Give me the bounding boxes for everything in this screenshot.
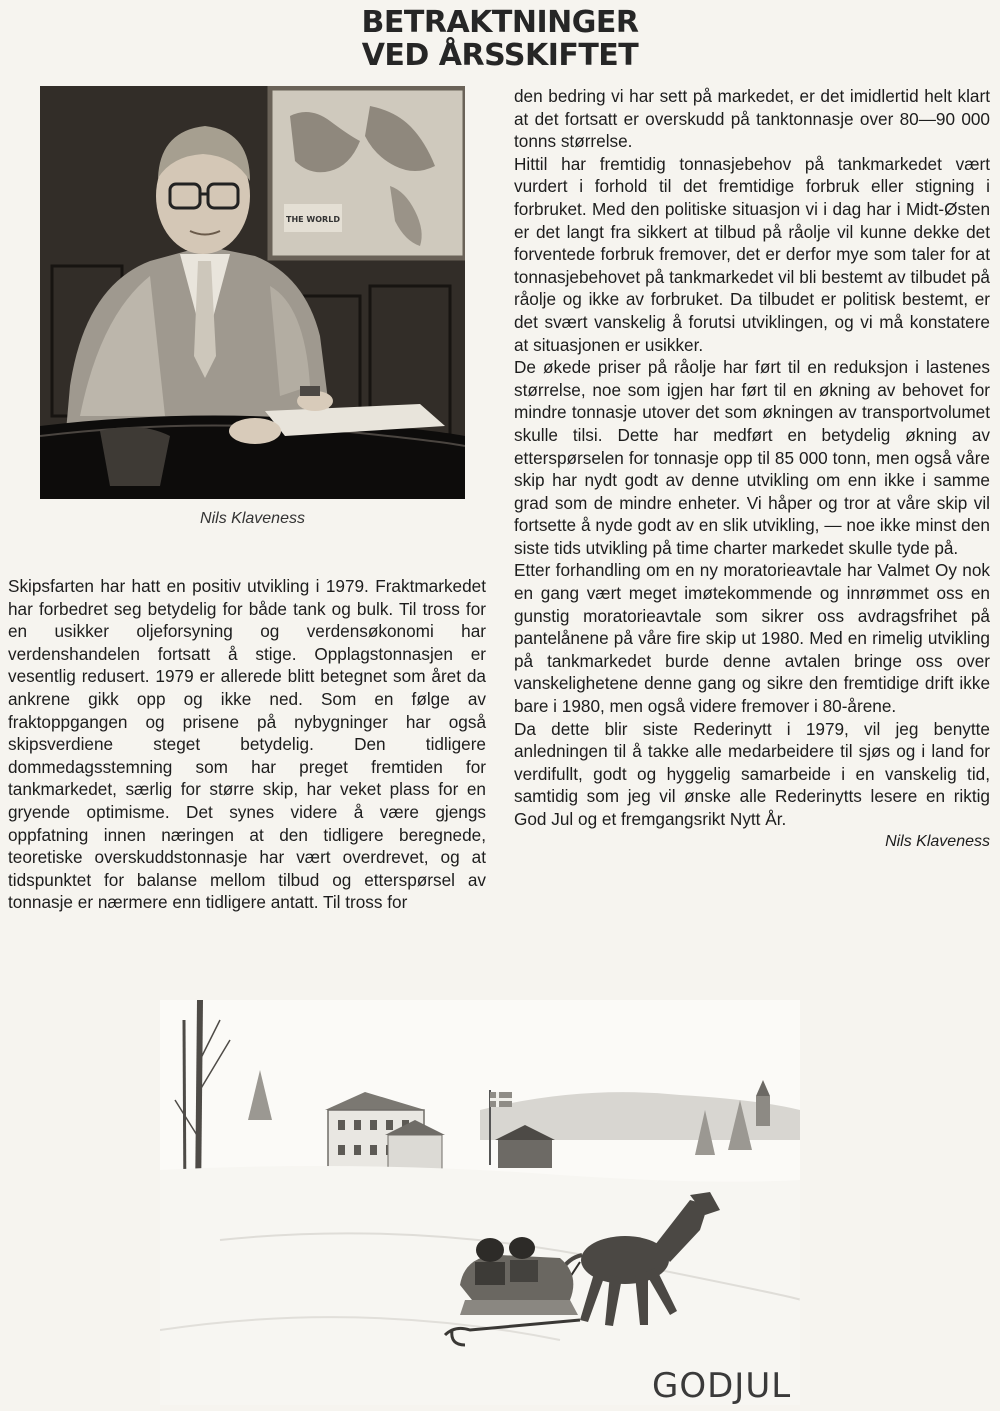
- photo-caption: Nils Klaveness: [200, 510, 305, 527]
- paragraph: Etter forhandling om en ny moratorieavtale har Valmet Oy nok en gang vært meget imøtekommende og innrømmet oss en gunstig moratorieavtale som sikrer oss avdragsfrihet på pantelånene på våre fire skip ut 1980. Med en rimelig utvikling på tankmarkedet burde denne avtalen bringe oss over vanskelighetene denne gang og sikre den fremtidige drift ikke bare i 1980, men også videre fremover i 80-årene.: [514, 560, 990, 717]
- paragraph: De økede priser på råolje har ført til en reduksjon i lastenes størrelse, noe som igjen har ført til en økning av behovet for mindre tonnasje utover det som økningen av transportvolumet skulle tilsi. Dette har medført en betydelig økning av etterspørselen for tonnasje opp til 85 000 tonn, men også våre skip har nydt godt av denne utvikling om enn ikke i samme grad som de mindre enheter. Vi håper og tror at våre skip vil fortsette å nyde godt av en slik utvikling, — noe ikke minst den siste tids utvikling på time charter markedet skulle tyde på.: [514, 357, 990, 558]
- paragraph: Skipsfarten har hatt en positiv utvikling i 1979. Fraktmarkedet har forbedret seg betydelig for både tank og bulk. Til tross for en usikker oljeforsyning og verdensøkonomi har verdenshandelen fortsatt å stige. Opplagstonnasjen er vesentlig redusert. 1979 er allerede blitt betegnet som året da ankrene gikk opp og ikke ned. Som en følge av fraktoppgangen og prisene på nybygninger har også skipsverdiene steget betydelig. Den tidligere dommedagsstemning som har preget fremtiden for tankmarkedet, særlig for større skip, har veket plass for en gryende optimisme. Det synes videre å være gjengs oppfatning innen næringen at den tidligere beregnede, teoretiske overskuddstonnasje har vært overdrevet, og at tidspunktet for balanse mellom tilbud og etterspørsel av tonnasje er nærmere enn tidligere antatt. Til tross for: [8, 576, 486, 913]
- christmas-card-illustration: [160, 1000, 800, 1405]
- paragraph: Hittil har fremtidig tonnasjebehov på tankmarkedet vært vurdert i forhold til det fremtidige forbruk eller stigning i forbruket. Med den politiske situasjon vi i dag har i Midt-Østen er det langt fra sikkert at tilbud på råolje vil kunne dekke det forventede forbruk fremover, det er derfor mye som taler for at tonnasjebehovet på tankmarkedet vil bli bestemt av tilbudet på råolje og ikke av forbruket. Da tilbudet er politisk bestemt, er det svært vanskelig å forutsi utviklingen, og vi må konstatere at situasjonen er usikker.: [514, 153, 990, 355]
- map-label: THE WORLD: [286, 215, 340, 224]
- title-line-2: VED ÅRSSKIFTET: [361, 38, 639, 73]
- article-left-column: [8, 575, 486, 914]
- article-right-column: [514, 85, 990, 853]
- article-title: [300, 6, 700, 72]
- portrait-photo: [40, 86, 465, 499]
- signature: Nils Klaveness: [885, 832, 990, 850]
- paragraph: den bedring vi har sett på markedet, er det imidlertid helt klart at det fortsatt er overskudd på tanktonnasje over 80—90 000 tonns størrelse.: [514, 86, 990, 152]
- title-line-1: BETRAKTNINGER: [361, 5, 639, 40]
- paragraph: Da dette blir siste Rederinytt i 1979, vil jeg benytte anledningen til å takke alle medarbeidere til sjøs og i land for verdifullt, godt og hyggelig samarbeide i en vanskelig tid, samtidig som jeg vil ønske alle Rederinytts lesere en riktig God Jul og et fremgangsrikt Nytt År.: [514, 718, 990, 829]
- card-greeting: GODJUL: [652, 1366, 792, 1406]
